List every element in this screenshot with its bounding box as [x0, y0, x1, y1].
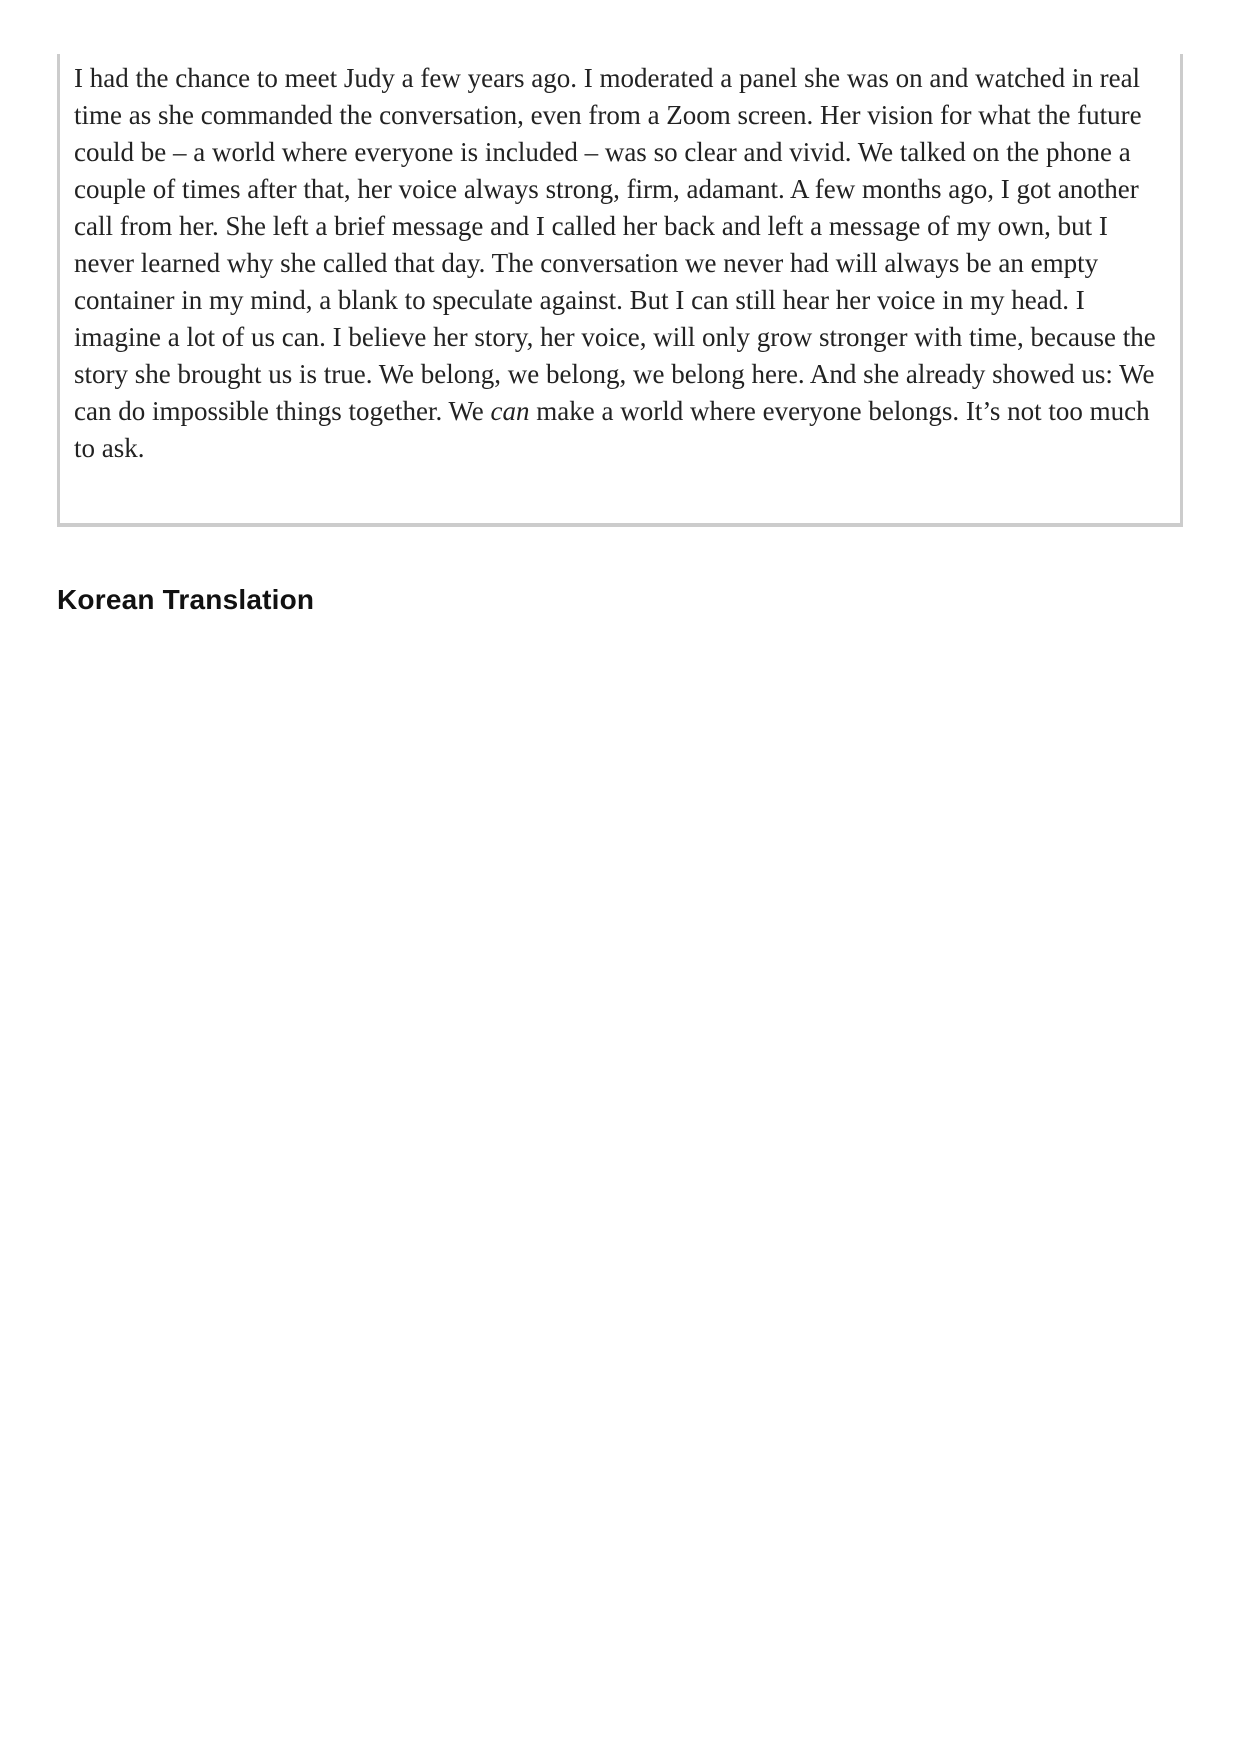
section-heading-korean-translation: Korean Translation [57, 584, 315, 615]
quote-text-main: I had the chance to meet Judy a few years ago. I moderated a panel she was on and watched in real time as she commanded the conversation, even from a Zoom screen. Her vision for what the future could be – a world where everyone is included – was so clear and vivid. We talked on the phone a couple of times after that, her voice always strong, firm, adamant. A few months ago, I got another call from her. She left a brief message and I called her back and left a message of my own, but I never learned why she called that day. The conversation we never had will always be an empty container in my mind, a blank to speculate against. But I can still hear her voice in my head. I imagine a lot of us can. I believe her story, her voice, will only grow stronger with time, because the story she brought us is true. We belong, we belong, we belong here. And she already showed us: We can do impossible things together. We [74, 63, 1156, 426]
quote-text-emphasis: can [490, 396, 530, 426]
quote-text [74, 60, 1164, 467]
quote-text-end: make a world where everyone belongs. It’s not too much to ask. [74, 396, 1150, 463]
quote-block [57, 54, 1183, 527]
